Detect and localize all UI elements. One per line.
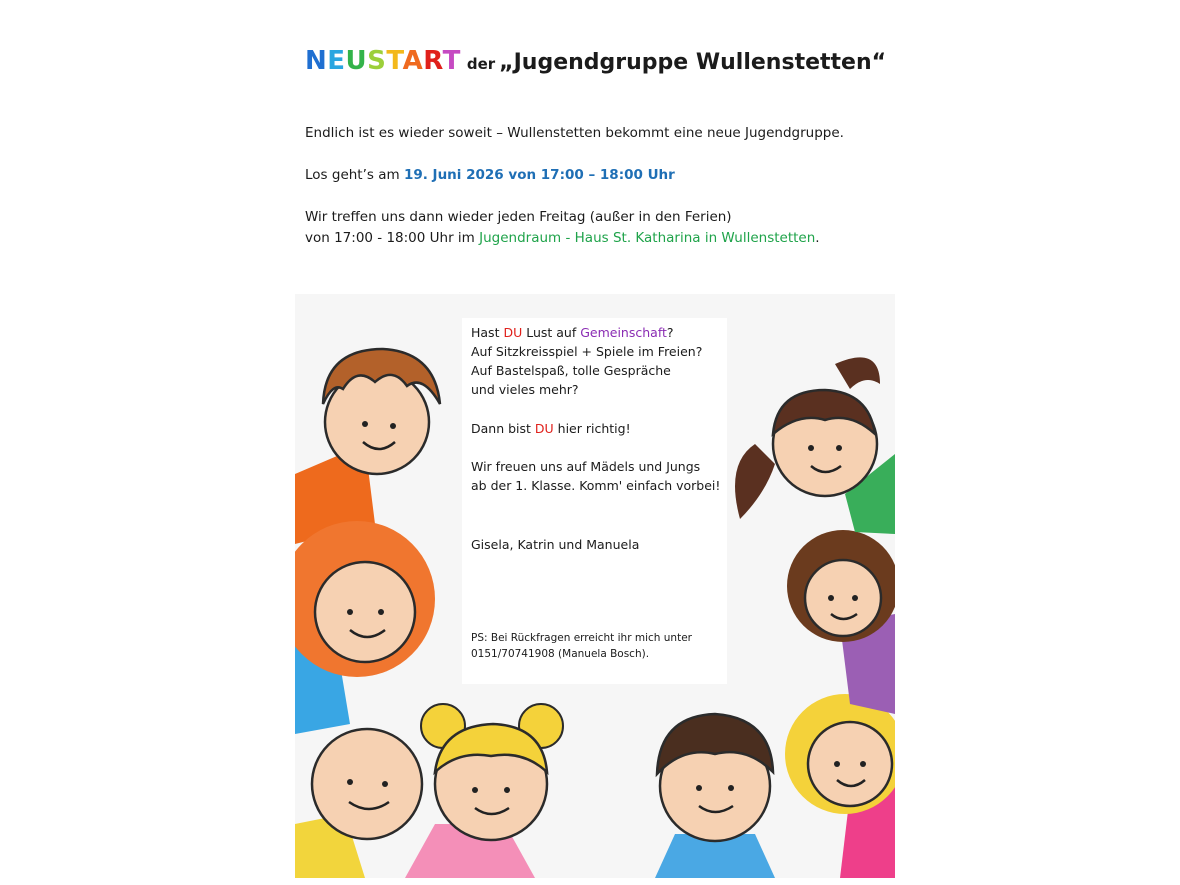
- start-prefix: Los geht’s am: [305, 167, 404, 183]
- card-line-5-a: Dann bist: [471, 421, 535, 436]
- card-line-1-a: Hast: [471, 325, 504, 340]
- neustart-letter: T: [386, 46, 403, 76]
- title-der: der: [466, 55, 496, 73]
- meeting-line-1: Wir treffen uns dann wieder jeden Freitag (außer in den Ferien): [305, 209, 732, 225]
- start-date: 19. Juni 2026 von 17:00 – 18:00 Uhr: [403, 167, 675, 183]
- card-line-2: Auf Sitzkreisspiel + Spiele im Freien?: [471, 344, 703, 359]
- card-line-1-c: ?: [666, 325, 674, 340]
- kid-blond-hair-icon: [785, 694, 895, 878]
- neustart-letter: R: [423, 46, 443, 76]
- card-line-5-b: hier richtig!: [553, 421, 631, 436]
- neustart-letter: N: [305, 46, 328, 76]
- neustart-letter: A: [402, 46, 424, 76]
- flyer-title: [305, 46, 886, 76]
- card-line-1-b: Lust auf: [522, 325, 581, 340]
- kid-ponytail-icon: [735, 357, 895, 534]
- card-line-7: ab der 1. Klasse. Komm' einfach vorbei!: [471, 478, 721, 493]
- meeting-text: [305, 207, 820, 249]
- card-line-3: Auf Bastelspaß, tolle Gespräche: [471, 363, 671, 378]
- card-line-6: Wir freuen uns auf Mädels und Jungs: [471, 459, 701, 474]
- card-line-5: [471, 419, 631, 438]
- meeting-line-2: [305, 228, 820, 249]
- card-du-2: DU: [534, 421, 554, 436]
- meeting-period: .: [815, 230, 820, 246]
- card-ps-line-2: 0151/70741908 (Manuela Bosch).: [471, 648, 650, 660]
- card-line-4: und vieles mehr?: [471, 382, 579, 397]
- kid-curly-brown-hair-icon: [787, 530, 895, 714]
- neustart-letter: T: [442, 46, 461, 76]
- start-line: [305, 165, 675, 186]
- card-signers: Gisela, Katrin und Manuela: [471, 537, 640, 552]
- card-du-1: DU: [503, 325, 523, 340]
- neustart-letter: U: [345, 46, 368, 76]
- neustart-letter: S: [367, 46, 387, 76]
- intro-text: Endlich ist es wieder soweit – Wullenstetten bekommt eine neue Jugendgruppe.: [305, 125, 844, 141]
- card-gemeinschaft: Gemeinschaft: [580, 325, 667, 340]
- card-ps-line-1: PS: Bei Rückfragen erreicht ihr mich unter: [471, 632, 692, 644]
- kid-dark-hair-icon: [655, 714, 775, 878]
- kid-blond-pigtails-icon: [405, 704, 563, 878]
- card-line-1: [471, 323, 674, 342]
- invitation-card: [462, 318, 727, 684]
- neustart-letter: E: [327, 46, 346, 76]
- group-name: „Jugendgruppe Wullenstetten“: [499, 50, 887, 75]
- kid-bald-icon: [295, 729, 422, 878]
- kid-brown-hair-icon: [295, 349, 440, 544]
- kid-red-curly-hair-icon: [295, 521, 435, 734]
- meeting-time: von 17:00 - 18:00 Uhr im: [305, 230, 480, 246]
- neustart-word: [305, 46, 461, 76]
- meeting-place: Jugendraum - Haus St. Katharina in Wullenstetten: [479, 230, 816, 246]
